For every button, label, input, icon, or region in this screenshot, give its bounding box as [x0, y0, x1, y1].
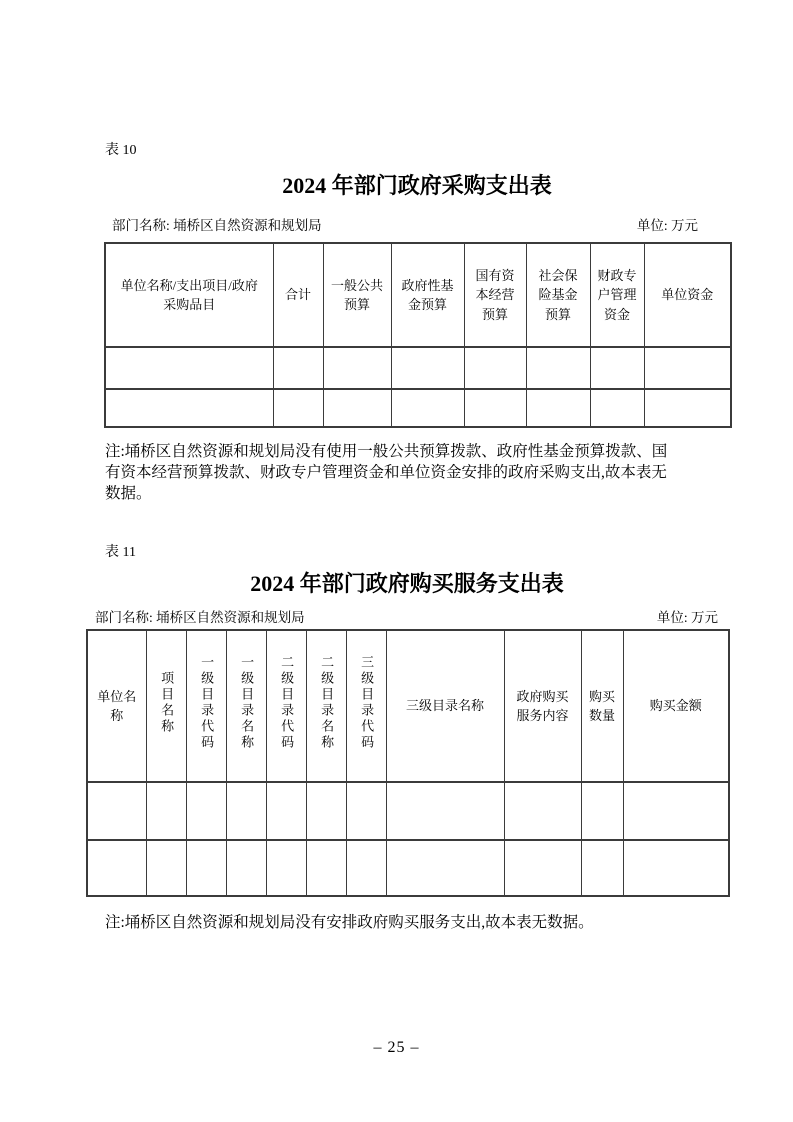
- table10-unit-label: 单位: 万元: [636, 218, 698, 233]
- table-cell: [464, 347, 526, 389]
- table11-empty-row: [87, 782, 729, 840]
- table-cell: [526, 389, 590, 427]
- table10-header-unit-funds: 单位资金: [644, 243, 731, 347]
- vertical-header-text: 一级目录名称: [239, 655, 255, 752]
- table-cell: [504, 840, 581, 896]
- table11-label: 表 11: [105, 545, 136, 560]
- table-cell: [105, 347, 273, 389]
- table11-header-l2-catalog-code: [266, 630, 306, 782]
- table-cell: [581, 840, 623, 896]
- table-cell: [306, 782, 346, 840]
- table-cell: [273, 389, 323, 427]
- table-cell: [273, 347, 323, 389]
- table-cell: [87, 782, 146, 840]
- table10-grid: [104, 242, 732, 428]
- table10-header-unit-item: 单位名称/支出项目/政府 采购品目: [105, 243, 273, 347]
- table10-title: 2024 年部门政府采购支出表: [282, 173, 552, 198]
- table-cell: [105, 389, 273, 427]
- table10-header-total: 合计: [273, 243, 323, 347]
- table11-grid: [86, 629, 730, 897]
- table11-header-purchase-quantity: 购买 数量: [581, 630, 623, 782]
- table-cell: [391, 389, 464, 427]
- table-cell: [581, 782, 623, 840]
- table-cell: [464, 389, 526, 427]
- table-cell: [346, 840, 386, 896]
- page-number: – 25 –: [373, 1039, 420, 1056]
- table10-header-social-insurance-budget: 社会保 险基金 预算: [526, 243, 590, 347]
- table10-header-fiscal-account-funds: 财政专 户管理 资金: [590, 243, 644, 347]
- table11-header-l3-catalog-name: 三级目录名称: [386, 630, 504, 782]
- table11-header-project-name: [146, 630, 186, 782]
- table11-header-unit-name: 单位名 称: [87, 630, 146, 782]
- table11-empty-row: [87, 840, 729, 896]
- table11-header-row: [87, 630, 729, 782]
- table10-header-gov-fund-budget: 政府性基 金预算: [391, 243, 464, 347]
- table10-header-row: [105, 243, 731, 347]
- table11-header-purchase-amount: 购买金额: [623, 630, 729, 782]
- table10-department-name: 部门名称: 埇桥区自然资源和规划局: [112, 218, 322, 233]
- table-cell: [644, 347, 731, 389]
- table-cell: [386, 782, 504, 840]
- table-cell: [306, 840, 346, 896]
- vertical-header-text: 项目名称: [159, 671, 175, 736]
- table-cell: [386, 840, 504, 896]
- table11-title: 2024 年部门政府购买服务支出表: [250, 571, 564, 596]
- table10-empty-row: [105, 347, 731, 389]
- table11-note: 注:埇桥区自然资源和规划局没有安排政府购买服务支出,故本表无数据。: [105, 914, 594, 931]
- vertical-header-text: 二级目录代码: [279, 655, 295, 752]
- table-cell: [266, 782, 306, 840]
- table-cell: [323, 389, 391, 427]
- table-cell: [146, 782, 186, 840]
- table-cell: [323, 347, 391, 389]
- table-cell: [526, 347, 590, 389]
- table-cell: [87, 840, 146, 896]
- table-cell: [226, 840, 266, 896]
- table11-header-l1-catalog-code: [186, 630, 226, 782]
- table10-header-state-capital-budget: 国有资 本经营 预算: [464, 243, 526, 347]
- table11-header-service-content: 政府购买 服务内容: [504, 630, 581, 782]
- table10-header-general-public-budget: 一般公共 预算: [323, 243, 391, 347]
- table11-header-l3-catalog-code: [346, 630, 386, 782]
- table11-department-name: 部门名称: 埇桥区自然资源和规划局: [95, 610, 305, 625]
- table-cell: [623, 782, 729, 840]
- table-cell: [346, 782, 386, 840]
- table-cell: [266, 840, 306, 896]
- table11-header-l1-catalog-name: [226, 630, 266, 782]
- table11-header-l2-catalog-name: [306, 630, 346, 782]
- vertical-header-text: 一级目录代码: [199, 655, 215, 752]
- table-cell: [186, 782, 226, 840]
- table-cell: [590, 347, 644, 389]
- table10-label: 表 10: [105, 143, 137, 158]
- table-cell: [644, 389, 731, 427]
- table10-meta-row: [112, 214, 698, 232]
- table10-empty-row: [105, 389, 731, 427]
- table-cell: [623, 840, 729, 896]
- vertical-header-text: 二级目录名称: [319, 655, 335, 752]
- table-cell: [226, 782, 266, 840]
- table-cell: [504, 782, 581, 840]
- table-cell: [590, 389, 644, 427]
- table11-meta-row: [95, 606, 718, 624]
- vertical-header-text: 三级目录代码: [359, 655, 375, 752]
- table-cell: [186, 840, 226, 896]
- table-cell: [391, 347, 464, 389]
- table-cell: [146, 840, 186, 896]
- table11-unit-label: 单位: 万元: [656, 610, 718, 625]
- table10-note: 注:埇桥区自然资源和规划局没有使用一般公共预算拨款、政府性基金预算拨款、国 有资本经营预算拨款、财政专户管理资金和单位资金安排的政府采购支出,故本表无 数据。: [105, 443, 668, 502]
